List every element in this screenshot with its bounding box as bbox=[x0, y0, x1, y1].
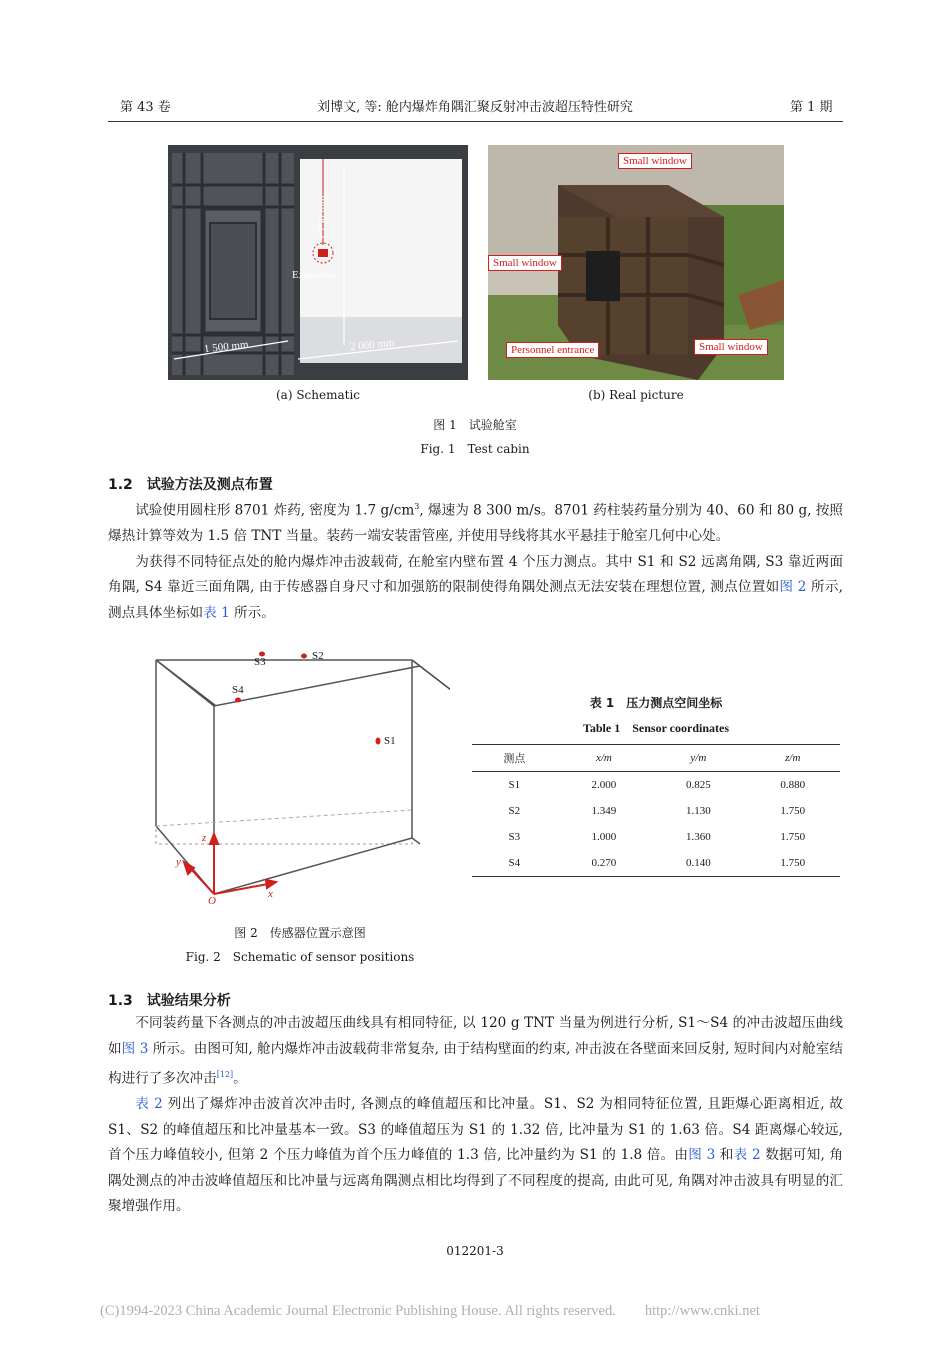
section-1-2-body bbox=[108, 494, 843, 626]
table-cell: 1.000 bbox=[591, 831, 617, 843]
table-row bbox=[472, 850, 840, 877]
table-header-cell: x/m bbox=[595, 752, 612, 764]
table-cell: 0.140 bbox=[685, 857, 711, 869]
table-cell: 1.349 bbox=[591, 805, 617, 817]
table-cell: 1.750 bbox=[780, 857, 806, 869]
label-small-window-left: Small window bbox=[488, 255, 562, 271]
table-header-row bbox=[472, 745, 840, 772]
table-cell: S1 bbox=[508, 779, 521, 791]
label-small-window-right: Small window bbox=[694, 339, 768, 355]
table1-title-en: Table 1 Sensor coordinates bbox=[582, 721, 730, 735]
table-cell: 1.750 bbox=[780, 805, 806, 817]
dim-depth: 1 500 mm bbox=[203, 338, 250, 356]
header-title: 刘博文, 等: 舱内爆炸角隅汇聚反射冲击波超压特性研究 bbox=[317, 100, 633, 115]
citation-12-link[interactable]: [12] bbox=[216, 1070, 234, 1079]
axis-label-y: y bbox=[176, 856, 181, 868]
sensor-label-s4: S4 bbox=[232, 684, 244, 696]
table-1-link[interactable]: 表 1 bbox=[203, 604, 230, 621]
figure-2-link[interactable]: 图 2 bbox=[779, 579, 807, 596]
table-cell: 1.360 bbox=[685, 831, 711, 843]
section-1-3-body bbox=[108, 1011, 843, 1220]
section-1-3-heading: 1.3 试验结果分析 bbox=[108, 993, 231, 1009]
table-cell: 0.880 bbox=[780, 779, 806, 791]
figure1-sub-b: (b) Real picture bbox=[588, 388, 684, 402]
header-volume: 第 43 卷 bbox=[120, 100, 171, 115]
table-cell: 0.270 bbox=[591, 857, 617, 869]
sensor-label-s1: S1 bbox=[384, 735, 396, 747]
figure1-sub-a: (a) Schematic bbox=[275, 388, 361, 402]
figure2-caption-cn: 图 2 传感器位置示意图 bbox=[234, 926, 366, 940]
figure1-caption-en: Fig. 1 Test cabin bbox=[420, 442, 530, 456]
sensor-label-s3: S3 bbox=[254, 656, 266, 668]
header-rule bbox=[108, 121, 843, 122]
table-cell: 0.825 bbox=[685, 779, 711, 791]
axis-label-z: z bbox=[202, 832, 207, 844]
figure2-drawing bbox=[150, 648, 450, 910]
explosive-label: Explosive bbox=[292, 269, 336, 281]
table-cell: 1.750 bbox=[780, 831, 806, 843]
table-cell: 2.000 bbox=[591, 779, 617, 791]
page-number: 012201-3 bbox=[446, 1244, 504, 1258]
table-2-link[interactable]: 表 2 bbox=[733, 1147, 761, 1164]
table-cell: 1.130 bbox=[685, 805, 711, 817]
axis-label-x: x bbox=[268, 888, 273, 900]
table-cell: S4 bbox=[508, 857, 521, 869]
table-row bbox=[472, 772, 840, 799]
table-cell: S2 bbox=[508, 805, 521, 817]
section-1-2-paragraph-2: 为获得不同特征点处的舱内爆炸冲击波载荷, 在舱室内壁布置 4 个压力测点。其中 S1 和 S2 远离角隅, S3 靠近两面角隅, S4 靠近三面角隅, 由于传感器自身尺寸和加强筋的限制使得角隅处测点无法安装在理想位置, 测点位置如图 2 所示, 测点具体坐标如表 1 所示。 bbox=[108, 553, 843, 621]
figure1-caption-cn: 图 1 试验舱室 bbox=[433, 418, 517, 432]
figure1-schematic bbox=[168, 145, 468, 380]
header-issue: 第 1 期 bbox=[790, 100, 833, 115]
table-2-link[interactable]: 表 2 bbox=[135, 1096, 163, 1113]
label-personnel-entrance: Personnel entrance bbox=[506, 342, 599, 358]
sensor-label-s2: S2 bbox=[312, 650, 324, 662]
dim-height: 1 750 mm bbox=[316, 195, 328, 240]
table1-title-cn: 表 1 压力测点空间坐标 bbox=[589, 696, 723, 710]
table-header-cell: z/m bbox=[785, 752, 801, 764]
section-1-3-paragraph-2: 表 2 列出了爆炸冲击波首次冲击时, 各测点的峰值超压和比冲量。S1、S2 为相同特征位置, 且距爆心距离相近, 故 S1、S2 的峰值超压和比冲量基本一致。S3 的峰值超压为 S1 的 1.32 倍, 比冲量为 S1 的 1.63 倍。S4 距离爆心较远, 首个压力峰值较小, 但第 2 个压力峰值为首个压力峰值的 1.3 倍, 比冲量约为 S1 的 1.8 倍。由图 3 和表 2 数据可知, 角隅处测点的冲击波峰值超压和比冲量与远离角隅测点相比均得到了不同程度的提高, 由此可见, 角隅对冲击波具有明显的汇聚增强作用。 bbox=[108, 1096, 843, 1215]
dim-width: 2 000 mm bbox=[349, 337, 396, 353]
section-1-2-heading: 1.2 试验方法及测点布置 bbox=[108, 477, 273, 493]
table-row bbox=[472, 798, 840, 824]
table1-block bbox=[472, 694, 840, 877]
table-header-cell: 测点 bbox=[503, 753, 526, 765]
table-row bbox=[472, 824, 840, 850]
axis-origin: O bbox=[208, 895, 216, 907]
sensor-coordinates-table bbox=[472, 744, 840, 877]
figure-3-link[interactable]: 图 3 bbox=[688, 1147, 716, 1164]
table-cell: S3 bbox=[508, 831, 521, 843]
figure1-photo bbox=[488, 145, 784, 380]
cnki-watermark: (C)1994-2023 China Academic Journal Electronic Publishing House. All rights reserved. http://www.cnki.net bbox=[100, 1303, 760, 1319]
table-header-cell: y/m bbox=[690, 752, 707, 764]
figure2-caption-en: Fig. 2 Schematic of sensor positions bbox=[185, 950, 415, 964]
section-1-3-paragraph-1: 不同装药量下各测点的冲击波超压曲线具有相同特征, 以 120 g TNT 当量为例进行分析, S1～S4 的冲击波超压曲线如图 3 所示。由图可知, 舱内爆炸冲击波载荷非常复杂, 由于结构壁面的约束, 冲击波在各壁面来回反射, 短时间内对舱室结构进行了多次冲击[12]。 bbox=[108, 1015, 843, 1087]
label-small-window-top: Small window bbox=[618, 153, 692, 169]
figure-3-link[interactable]: 图 3 bbox=[121, 1040, 149, 1057]
section-1-2-paragraph-1: 试验使用圆柱形 8701 炸药, 密度为 1.7 $g/cm^3$, 爆速为 8 300 m/s。8701 药柱装药量分别为 40、60 和 80 g, 按照爆热计算等效为 1.5 倍 TNT 当量。装药一端安装雷管座, 并使用导线将其水平悬挂于舱室几何中心处。 bbox=[108, 502, 843, 545]
